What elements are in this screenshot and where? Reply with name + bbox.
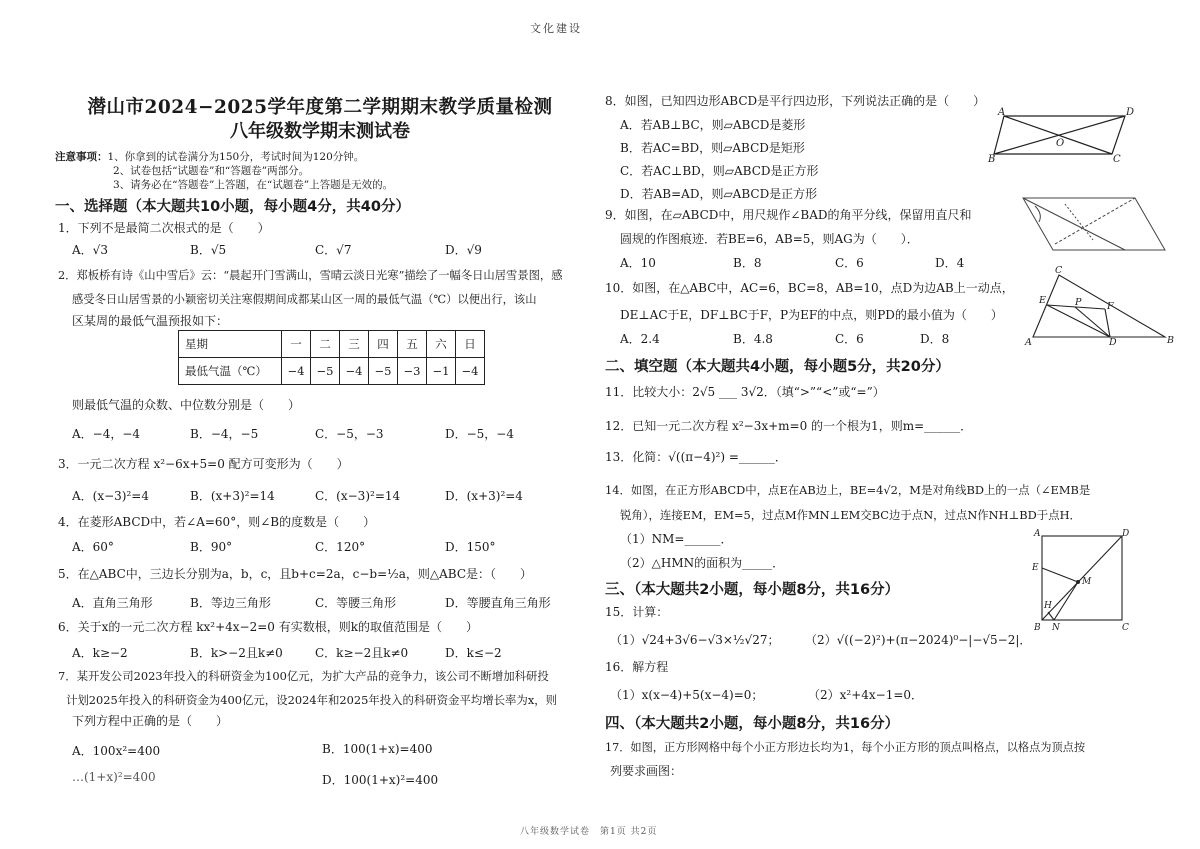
section-4-heading: 四、（本大题共2小题，每小题8分，共16分） — [605, 716, 900, 732]
table-cell: −5 — [311, 358, 340, 385]
q3-option-c: C．(x−3)²=14 — [315, 489, 401, 503]
q3-option-d: D．(x+3)²=4 — [445, 489, 523, 503]
notice-block — [55, 150, 393, 192]
q5-option-a: A．直角三角形 — [72, 596, 153, 610]
q9-line-1: 9．如图，在▱ABCD中，用尺规作∠BAD的角平分线，保留用直尺和 — [605, 208, 972, 222]
q9-line-2: 圆规的作图痕迹．若BE=6，AB=5，则AG为（ ）． — [620, 232, 919, 246]
q14-line-1: 14．如图，在正方形ABCD中，点E在AB边上，BE=4√2，M是对角线BD上的一点（∠EMB是 — [605, 483, 1091, 497]
q4-option-c: C．120° — [315, 540, 366, 554]
q1-stem: 1．下列不是最简二次根式的是（ ） — [58, 221, 270, 235]
q13-text: 13．化简：√((π−4)²) =______． — [605, 450, 787, 464]
q10-option-a: A．2.4 — [620, 332, 660, 346]
q10-line-2: DE⊥AC于E，DF⊥BC于F，P为EF的中点，则PD的最小值为（ ） — [620, 308, 1003, 322]
q15-stem: 15．计算： — [605, 605, 669, 619]
exam-title: 潜山市2024−2025学年度第二学期期末教学质量检测 — [87, 97, 553, 118]
fig8-label-b: B — [988, 154, 996, 165]
fig10-label-f: F — [1107, 301, 1114, 312]
q17-line-1: 17．如图，正方形网格中每个小正方形边长均为1，每个小正方形的顶点叫格点，以格点为顶点按 — [605, 741, 1086, 754]
q5-option-c: C．等腰三角形 — [315, 596, 397, 610]
parallelogram-figure — [990, 106, 1140, 164]
q3-stem: 3．一元二次方程 x²−6x+5=0 配方可变形为（ ） — [58, 457, 349, 471]
table-cell: 日 — [456, 331, 485, 358]
fig10-label-c: C — [1055, 265, 1063, 276]
q6-option-c: C．k≥−2且k≠0 — [315, 646, 409, 660]
fig10-label-a: A — [1025, 337, 1032, 348]
table-row — [179, 331, 485, 358]
q15-sub-1: （1）√24+3√6−√3×½√27； — [610, 633, 780, 647]
q2-option-b: B．−4，−5 — [190, 427, 259, 441]
q10-option-d: D．8 — [920, 332, 950, 346]
q14-sub-2: （2）△HMN的面积为_____． — [620, 556, 785, 570]
q11-text: 11．比较大小：2√5 ___ 3√2．（填“>”“<”或“=”） — [605, 385, 885, 399]
q2-option-c: C．−5，−3 — [315, 427, 384, 441]
q10-line-1: 10．如图，在△ABC中，AC=6，BC=8，AB=10，点D为边AB上一动点， — [605, 281, 1014, 295]
q3-option-a: A．(x−3)²=4 — [72, 489, 149, 503]
q6-option-b: B．k>−2且k≠0 — [190, 646, 283, 660]
q9-option-a: A．10 — [620, 256, 656, 270]
fig14-label-m: M — [1082, 577, 1092, 587]
table-cell: −5 — [369, 358, 398, 385]
q17-line-2: 列要求画图： — [610, 764, 683, 778]
fig14-label-e: E — [1032, 563, 1039, 573]
q1-option-c: C．√7 — [315, 243, 352, 257]
q7-option-d: D．100(1+x)²=400 — [322, 773, 439, 787]
notice-item-3: 3、请务必在“答题卷”上答题，在“试题卷”上答题是无效的。 — [113, 179, 394, 191]
fig10-label-d: D — [1109, 337, 1117, 348]
q6-stem: 6．关于x的一元二次方程 kx²+4x−2=0 有实数根，则k的取值范围是（ ） — [58, 620, 478, 634]
q2-line-4: 则最低气温的众数、中位数分别是（ ） — [72, 398, 301, 412]
table-cell: 六 — [427, 331, 456, 358]
q14-line-2: 锐角），连接EM，EM=5，过点M作MN⊥EM交BC边于点N，过点N作NH⊥BD于点H． — [620, 508, 1081, 522]
fig10-label-b: B — [1167, 335, 1174, 346]
q1-option-b: B．√5 — [190, 243, 227, 257]
table-cell: 二 — [311, 331, 340, 358]
q14-sub-1: （1）NM=______． — [620, 532, 733, 546]
fig14-label-h: H — [1044, 601, 1052, 611]
q2-line-3: 区某周的最低气温预报如下： — [72, 314, 229, 328]
table-cell: 一 — [282, 331, 311, 358]
fig8-label-d: D — [1126, 107, 1135, 118]
q5-option-b: B．等边三角形 — [190, 596, 271, 610]
section-2-heading: 二、填空题（本大题共4小题，每小题5分，共20分） — [605, 359, 950, 375]
triangle-figure — [1025, 265, 1180, 348]
q7-option-c: …(1+x)²=400 — [72, 770, 156, 784]
q15-sub-2: （2）√((−2)²)+(π−2024)⁰−|−√5−2|． — [805, 633, 1032, 647]
q4-option-d: D．150° — [445, 540, 496, 554]
q8-option-c: C．若AC⊥BD，则▱ABCD是正方形 — [620, 164, 819, 178]
q16-sub-2: （2）x²+4x−1=0． — [808, 688, 924, 702]
table-cell: 四 — [369, 331, 398, 358]
table-cell: −3 — [398, 358, 427, 385]
q1-option-a: A．√3 — [72, 243, 108, 257]
table-cell: −1 — [427, 358, 456, 385]
table-cell: 三 — [340, 331, 369, 358]
page-footer: 八年级数学试卷 第1页 共2页 — [520, 827, 658, 837]
table-cell: 五 — [398, 331, 427, 358]
fig8-label-a: A — [998, 107, 1006, 118]
q9-option-b: B．8 — [733, 256, 762, 270]
table-cell: −4 — [282, 358, 311, 385]
q7-option-a: A．100x²=400 — [72, 744, 161, 758]
q12-text: 12．已知一元二次方程 x²−3x+m=0 的一个根为1，则m=______． — [605, 419, 973, 433]
q2-line-1: 2．郑板桥有诗《山中雪后》云：“晨起开门雪满山，雪晴云淡日光寒”描绘了一幅冬日山居雪景图，感 — [58, 269, 563, 282]
fig10-label-e: E — [1039, 295, 1046, 306]
q10-option-c: C．6 — [835, 332, 864, 346]
q2-line-2: 感受冬日山居雪景的小颖密切关注寒假期间成都某山区一周的最低气温（℃）以便出行，该山 — [72, 293, 537, 306]
q10-option-b: B．4.8 — [733, 332, 773, 346]
section-3-heading: 三、（本大题共2小题，每小题8分，共16分） — [605, 582, 900, 598]
table-cell: −4 — [340, 358, 369, 385]
top-mark: 文化建设 — [530, 22, 582, 35]
q7-line-2: 计划2025年投入的科研资金为400亿元，设2024年和2025年投入的科研资金平均增长率为x，则 — [66, 693, 558, 707]
q7-line-1: 7．某开发公司2023年投入的科研资金为100亿元，为扩大产品的竞争力，该公司不断增加科研投 — [58, 669, 549, 683]
section-1-heading: 一、选择题（本大题共10小题，每小题4分，共40分） — [55, 199, 410, 215]
q8-option-d: D．若AB=AD，则▱ABCD是正方形 — [620, 187, 818, 201]
fig14-label-b: B — [1034, 623, 1041, 633]
q8-stem: 8．如图，已知四边形ABCD是平行四边形，下列说法正确的是（ ） — [605, 94, 986, 108]
q6-option-a: A．k≥−2 — [72, 646, 128, 660]
notice-label: 注意事项： — [55, 151, 108, 163]
angle-bisector-figure — [1015, 192, 1170, 258]
q3-option-b: B．(x+3)²=14 — [190, 489, 275, 503]
q6-option-d: D．k≤−2 — [445, 646, 502, 660]
q2-option-d: D．−5，−4 — [445, 427, 515, 441]
q5-option-d: D．等腰直角三角形 — [445, 596, 551, 610]
exam-subtitle: 八年级数学期末测试卷 — [230, 121, 410, 142]
fig14-label-n: N — [1052, 623, 1060, 633]
q8-option-b: B．若AC=BD，则▱ABCD是矩形 — [620, 141, 805, 155]
q2-option-a: A．−4，−4 — [72, 427, 141, 441]
table-cell: −4 — [456, 358, 485, 385]
fig14-label-c: C — [1122, 623, 1129, 633]
q7-option-b: B．100(1+x)=400 — [322, 742, 433, 756]
fig14-label-a: A — [1034, 529, 1041, 539]
q7-line-3: 下列方程中正确的是（ ） — [72, 714, 229, 728]
fig8-label-o: O — [1056, 138, 1065, 149]
q9-option-d: D．4 — [935, 256, 965, 270]
fig10-label-p: P — [1075, 297, 1082, 308]
notice-item-2: 2、试卷包括“试题卷”和“答题卷”两部分。 — [113, 165, 310, 177]
q4-stem: 4．在菱形ABCD中，若∠A=60°，则∠B的度数是（ ） — [58, 515, 376, 529]
table-cell: 最低气温（℃） — [179, 358, 282, 385]
q5-stem: 5．在△ABC中，三边长分别为a，b，c，且b+c=2a，c−b=½a，则△ABC是：（ ） — [58, 567, 533, 581]
q9-option-c: C．6 — [835, 256, 864, 270]
q16-sub-1: （1）x(x−4)+5(x−4)=0； — [610, 688, 764, 702]
notice-item-1: 1、你拿到的试卷满分为150分，考试时间为120分钟。 — [107, 151, 365, 163]
temperature-table — [178, 330, 485, 385]
q1-option-d: D．√9 — [445, 243, 482, 257]
q4-option-b: B．90° — [190, 540, 233, 554]
q4-option-a: A．60° — [72, 540, 114, 554]
table-row — [179, 358, 485, 385]
q16-stem: 16．解方程 — [605, 660, 669, 674]
fig8-label-c: C — [1113, 154, 1121, 165]
table-cell: 星期 — [179, 331, 282, 358]
fig14-label-d: D — [1122, 529, 1130, 539]
square-figure — [1030, 528, 1130, 632]
q8-option-a: A．若AB⊥BC，则▱ABCD是菱形 — [620, 118, 806, 132]
